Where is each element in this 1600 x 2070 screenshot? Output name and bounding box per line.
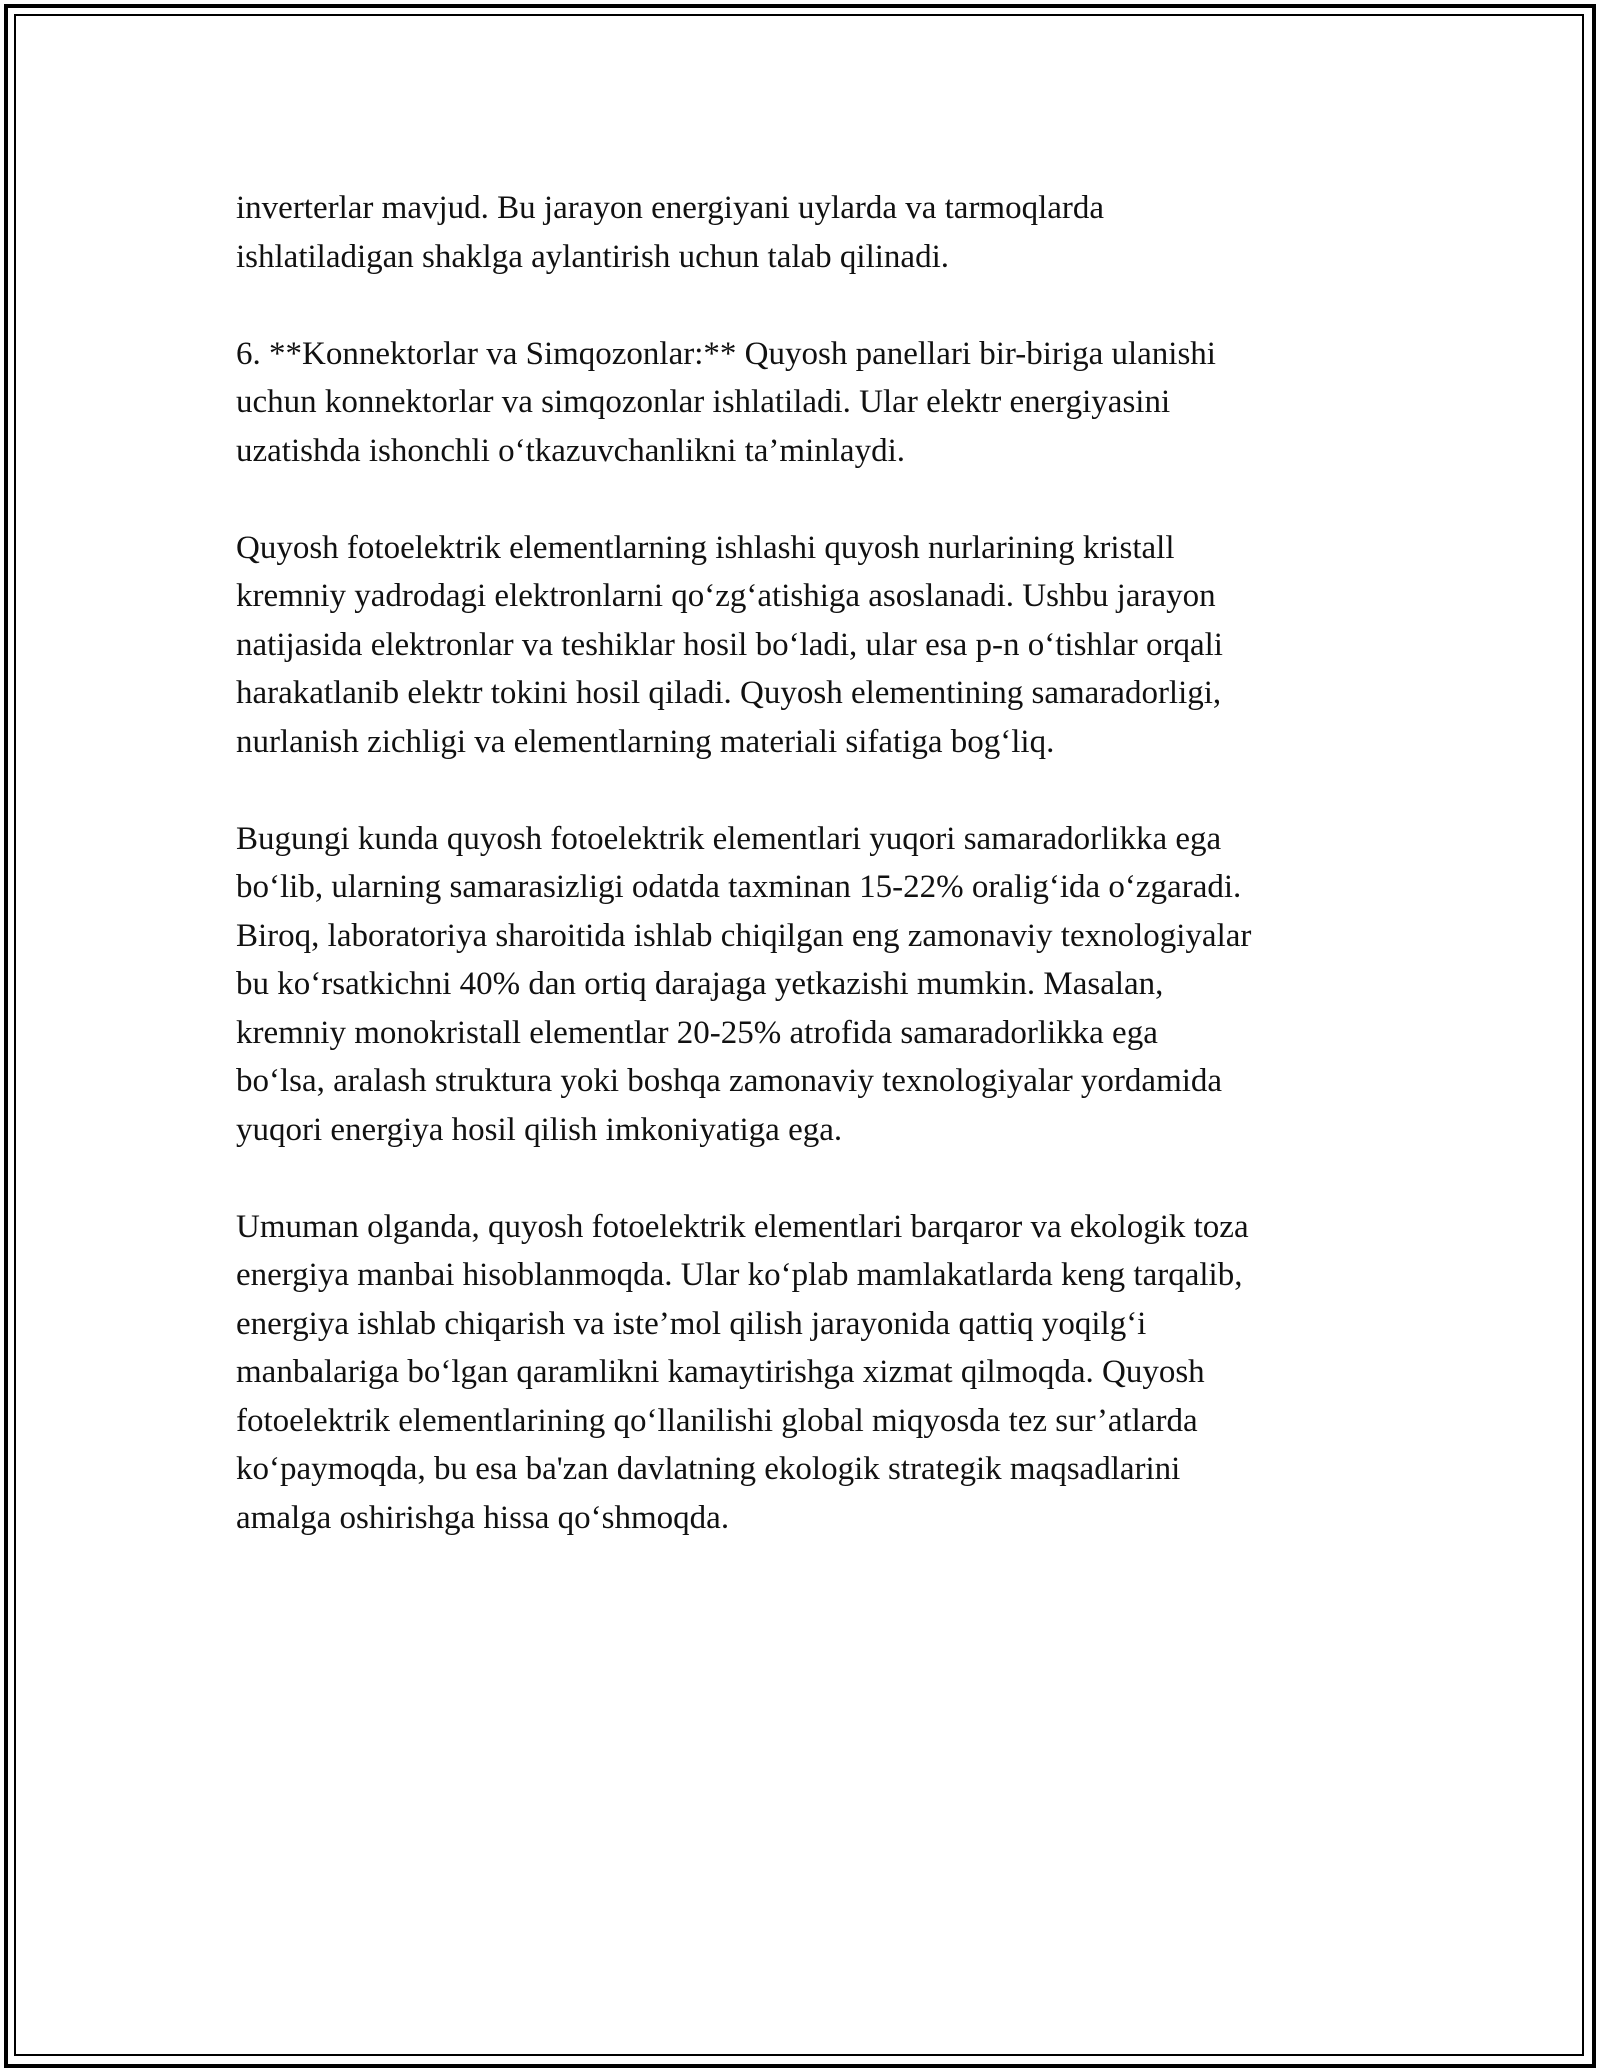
- paragraph-inverters: inverterlar mavjud. Bu jarayon energiyani uylarda va tarmoqlarda ishlatiladigan shaklga aylantirish uchun talab qilinadi.: [236, 190, 1105, 275]
- paragraph-connectors: 6. **Konnektorlar va Simqozonlar:** Quyosh panellari bir-biriga ulanishi uchun konnektorlar va simqozonlar ishlatiladi. Ular elektr energiyasini uzatishda ishonchli o‘tkazuvchanlikni ta’minlaydi.: [236, 335, 1216, 469]
- document-body: [236, 184, 1416, 1591]
- paragraph-conclusion: Umuman olganda, quyosh fotoelektrik elementlari barqaror va ekologik toza energiya manbai hisoblanmoqda. Ular ko‘plab mamlakatlarda keng tarqalib, energiya ishlab chiqarish va iste’mol qilish jarayonida qattiq yoqilg‘i manbalariga bo‘lgan qaramlikni kamaytirishga xizmat qilmoqda. Quyosh fotoelektrik elementlarining qo‘llanilishi global miqyosda tez sur’atlarda ko‘paymoqda, bu esa ba'zan davlatning ekologik strategik maqsadlarini amalga oshirishga hissa qo‘shmoqda.: [236, 1208, 1249, 1536]
- paragraph-efficiency: Bugungi kunda quyosh fotoelektrik elementlari yuqori samaradorlikka ega bo‘lib, ularning samarasizligi odatda taxminan 15-22% oralig‘ida o‘zgaradi. Biroq, laboratoriya sharoitida ishlab chiqilgan eng zamonaviy texnologiyalar bu ko‘rsatkichni 40% dan ortiq darajaga yetkazishi mumkin. Masalan, kremniy monokristall elementlar 20-25% atrofida samaradorlikka ega bo‘lsa, aralash struktura yoki boshqa zamonaviy texnologiyalar yordamida yuqori energiya hosil qilish imkoniyatiga ega.: [236, 820, 1252, 1148]
- paragraph-operation: Quyosh fotoelektrik elementlarning ishlashi quyosh nurlarining kristall kremniy yadrodagi elektronlarni qo‘zg‘atishiga asoslanadi. Ushbu jarayon natijasida elektronlar va teshiklar hosil bo‘ladi, ular esa p-n o‘tishlar orqali harakatlanib elektr tokini hosil qiladi. Quyosh elementining samaradorligi, nurlanish zichligi va elementlarning materiali sifatiga bog‘liq.: [236, 529, 1223, 760]
